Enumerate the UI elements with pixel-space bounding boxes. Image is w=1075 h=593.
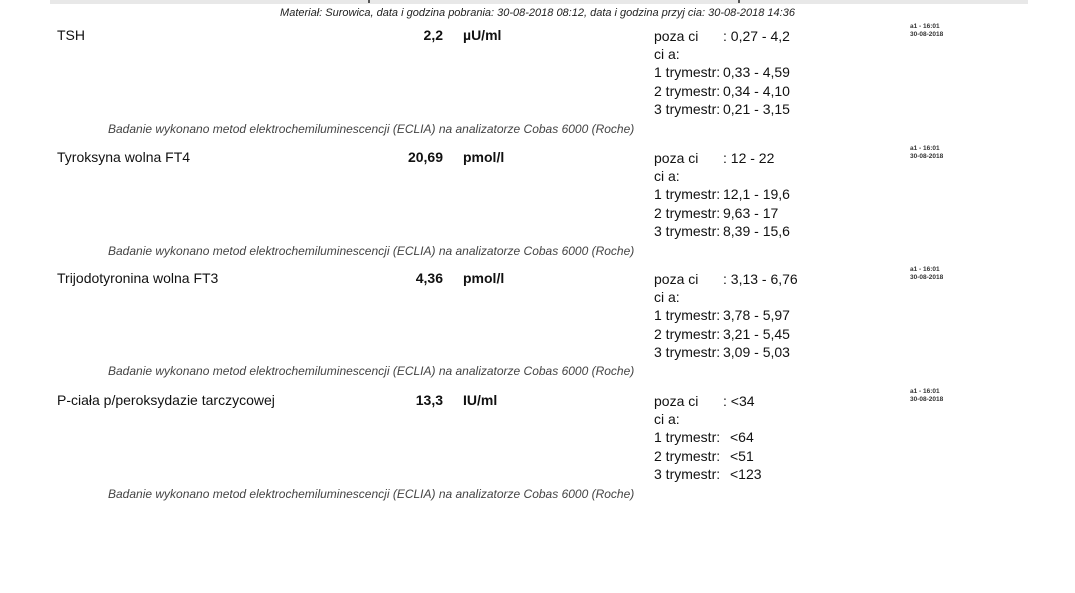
ref-label-cont: ci a:: [654, 46, 680, 63]
ref-label-cont: ci a:: [654, 168, 680, 185]
ref-label: poza ci: [654, 271, 699, 287]
material-info: Materiał: Surowica, data i godzina pobrania: 30-08-2018 08:12, data i godzina przyj cia: 30-08-2018 14:36: [280, 7, 795, 19]
stamp-date: 30-08-2018: [910, 31, 944, 38]
reference-ranges: [654, 149, 790, 240]
test-name: Trijodotyronina wolna FT3: [57, 270, 219, 286]
trimester-value: <64: [730, 429, 754, 446]
method-note: Badanie wykonano metod elektrochemiluminescencji (ECLIA) na analizatorze Cobas 6000 (Roche): [108, 244, 635, 258]
reference-ranges: [654, 27, 790, 118]
test-name: TSH: [57, 27, 85, 43]
trimester-value: 3,09 - 5,03: [723, 343, 790, 360]
test-value: 4,36: [415, 270, 443, 286]
reference-ranges: [654, 270, 798, 361]
trimester-label: 2 trymestr:: [654, 325, 721, 342]
trimester-value: 3,21 - 5,45: [723, 325, 790, 342]
stamp-date: 30-08-2018: [910, 396, 944, 403]
ref-label: poza ci: [654, 393, 699, 409]
test-value: 13,3: [415, 392, 443, 408]
stamp-code: a1 - 16:01: [910, 145, 940, 152]
test-name: P-ciała p/peroksydazie tarczycowej: [57, 392, 275, 408]
trimester-value: 0,21 - 3,15: [723, 100, 790, 117]
test-unit: pmol/l: [463, 149, 505, 165]
test-value: 2,2: [423, 27, 443, 43]
test-unit: IU/ml: [463, 392, 498, 408]
ref-label: poza ci: [654, 150, 699, 166]
validation-stamp: [910, 145, 943, 161]
method-note: Badanie wykonano metod elektrochemiluminescencji (ECLIA) na analizatorze Cobas 6000 (Roche): [108, 364, 635, 378]
stamp-date: 30-08-2018: [910, 274, 944, 281]
trimester-label: 3 trymestr:: [654, 343, 721, 360]
trimester-value: 9,63 - 17: [723, 204, 779, 221]
test-value: 20,69: [407, 149, 443, 165]
validation-stamp: [910, 23, 943, 39]
trimester-label: 1 trymestr:: [654, 186, 721, 203]
ref-label: poza ci: [654, 28, 699, 44]
stamp-code: a1 - 16:01: [910, 266, 940, 273]
test-unit: pmol/l: [463, 270, 505, 286]
trimester-label: 3 trymestr:: [654, 222, 721, 239]
top-rule: [50, 0, 1028, 4]
stamp-code: a1 - 16:01: [910, 388, 940, 395]
trimester-value: 8,39 - 15,6: [723, 222, 790, 239]
trimester-label: 1 trymestr:: [654, 64, 721, 81]
test-name: Tyroksyna wolna FT4: [57, 149, 191, 165]
ref-label-cont: ci a:: [654, 411, 680, 428]
validation-stamp: [910, 266, 943, 282]
trimester-label: 3 trymestr:: [654, 465, 721, 482]
validation-stamp: [910, 388, 943, 404]
method-note: Badanie wykonano metod elektrochemiluminescencji (ECLIA) na analizatorze Cobas 6000 (Roche): [108, 487, 635, 501]
trimester-value: 0,33 - 4,59: [723, 64, 790, 81]
trimester-label: 2 trymestr:: [654, 204, 721, 221]
trimester-value: <123: [730, 465, 762, 482]
ref-value: : 0,27 - 4,2: [723, 28, 790, 44]
ref-value: : <34: [723, 393, 755, 409]
ref-value: : 3,13 - 6,76: [723, 271, 798, 287]
method-note: Badanie wykonano metod elektrochemiluminescencji (ECLIA) na analizatorze Cobas 6000 (Roche): [108, 122, 635, 136]
trimester-label: 2 trymestr:: [654, 447, 721, 464]
trimester-value: 0,34 - 4,10: [723, 82, 790, 99]
trimester-label: 1 trymestr:: [654, 307, 721, 324]
ref-value: : 12 - 22: [723, 150, 775, 166]
trimester-label: 2 trymestr:: [654, 82, 721, 99]
stamp-date: 30-08-2018: [910, 153, 944, 160]
trimester-value: <51: [730, 447, 754, 464]
stamp-code: a1 - 16:01: [910, 23, 940, 30]
test-unit: µU/ml: [463, 27, 502, 43]
ref-label-cont: ci a:: [654, 289, 680, 306]
reference-ranges: [654, 392, 762, 483]
trimester-value: 12,1 - 19,6: [723, 186, 790, 203]
trimester-label: 3 trymestr:: [654, 100, 721, 117]
trimester-value: 3,78 - 5,97: [723, 307, 790, 324]
trimester-label: 1 trymestr:: [654, 429, 721, 446]
